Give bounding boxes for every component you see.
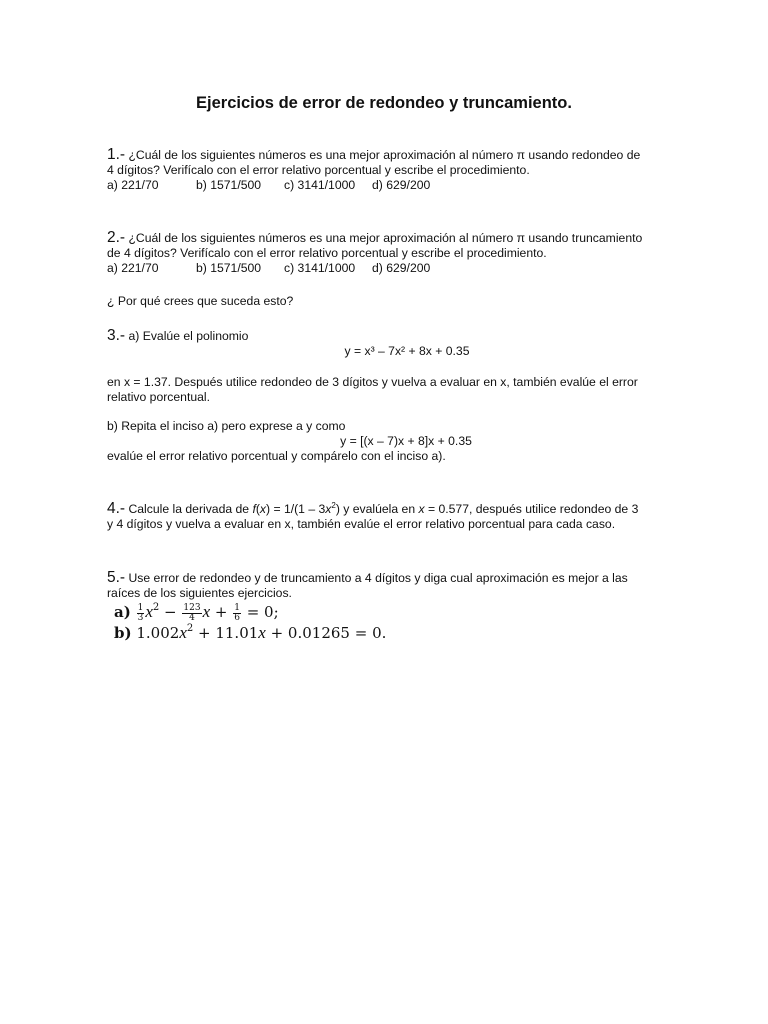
question-4-statement-line2: y 4 dígitos y vuelva a evaluar en x, también evalúe el error relativo porcentual para cada caso. [107,517,616,531]
question-5-number: 5.- [107,569,126,586]
equation-b: b) $1.002x^2 + 11.01x + 0.01265 = 0$. [114,623,387,642]
question-1-statement: 1.- ¿Cuál de los siguientes números es una mejor aproximación al número π usando redondeo de [107,146,641,163]
page-title: Ejercicios de error de redondeo y truncamiento. [196,94,572,112]
equation-b-label: b) [114,624,132,642]
question-3-intro: 3.- a) Evalúe el polinomio [107,327,249,344]
question-2-statement: 2.- ¿Cuál de los siguientes números es una mejor aproximación al número π usando truncamiento [107,229,643,246]
equation-a-label: a) [114,603,131,621]
option-a: a) 221/70 [107,261,159,275]
question-3-part-b [107,419,667,464]
polynomial-expression: y = x³ – 7x² + 8x + 0.35 [344,344,470,358]
question-4-statement: 4.- Calcule la derivada de $f(x) = 1/(1 - 3x^2)$ y evalúela en x = 0.577, después utilice redondeo de 3 [107,500,639,517]
question-1-statement-line2: 4 dígitos? Verifícalo con el error relativo porcentual y escribe el procedimiento. [107,163,530,177]
question-5-statement-line2: raíces de los siguientes ejercicios. [107,586,292,600]
question-2 [107,230,667,276]
nested-polynomial-expression: y = [(x – 7)x + 8]x + 0.35 [340,434,472,448]
question-4-number: 4.- [107,500,126,517]
question-4 [107,501,667,532]
question-3-evaluation: en x = 1.37. Después utilice redondeo de 3 dígitos y vuelva a evaluar en x, también evalúe el error relativo porcentual. [107,375,638,404]
fraction: $\frac{1}{6}$ [234,602,240,623]
question-2-why: ¿ Por qué crees que suceda esto? [107,294,294,308]
question-1-number: 1.- [107,146,126,163]
question-1 [107,147,667,193]
fraction: $\frac{1}{3}$ [137,602,144,623]
equation-a: a) $\frac{1}{3}$ $x^2$ − $\frac{123}{4}$ x + $\frac{1}{6}$ = 0; [114,602,279,623]
fraction: $\frac{123}{4}$ [183,602,201,623]
option-c: c) 3141/1000 [284,261,356,275]
part-b-intro: b) Repita el inciso a) pero exprese a y como [107,419,346,433]
question-2-statement-line2: de 4 dígitos? Verifícalo con el error relativo porcentual y escribe el procedimiento. [107,246,547,260]
part-b-instruction: evalúe el error relativo porcentual y compárelo con el inciso a). [107,449,446,463]
question-2-options [107,261,667,276]
option-c: c) 3141/1000 [284,178,356,192]
question-1-options [107,178,667,193]
option-d: d) 629/200 [372,261,431,275]
question-3-number: 3.- [107,327,126,344]
option-b: b) 1571/500 [196,261,262,275]
option-a: a) 221/70 [107,178,159,192]
question-5 [107,570,667,601]
question-3 [107,328,667,359]
question-5-statement: 5.- Use error de redondeo y de truncamiento a 4 dígitos y diga cual aproximación es mejor a las [107,569,628,586]
option-b: b) 1571/500 [196,178,262,192]
question-2-number: 2.- [107,229,126,246]
option-d: d) 629/200 [372,178,431,192]
